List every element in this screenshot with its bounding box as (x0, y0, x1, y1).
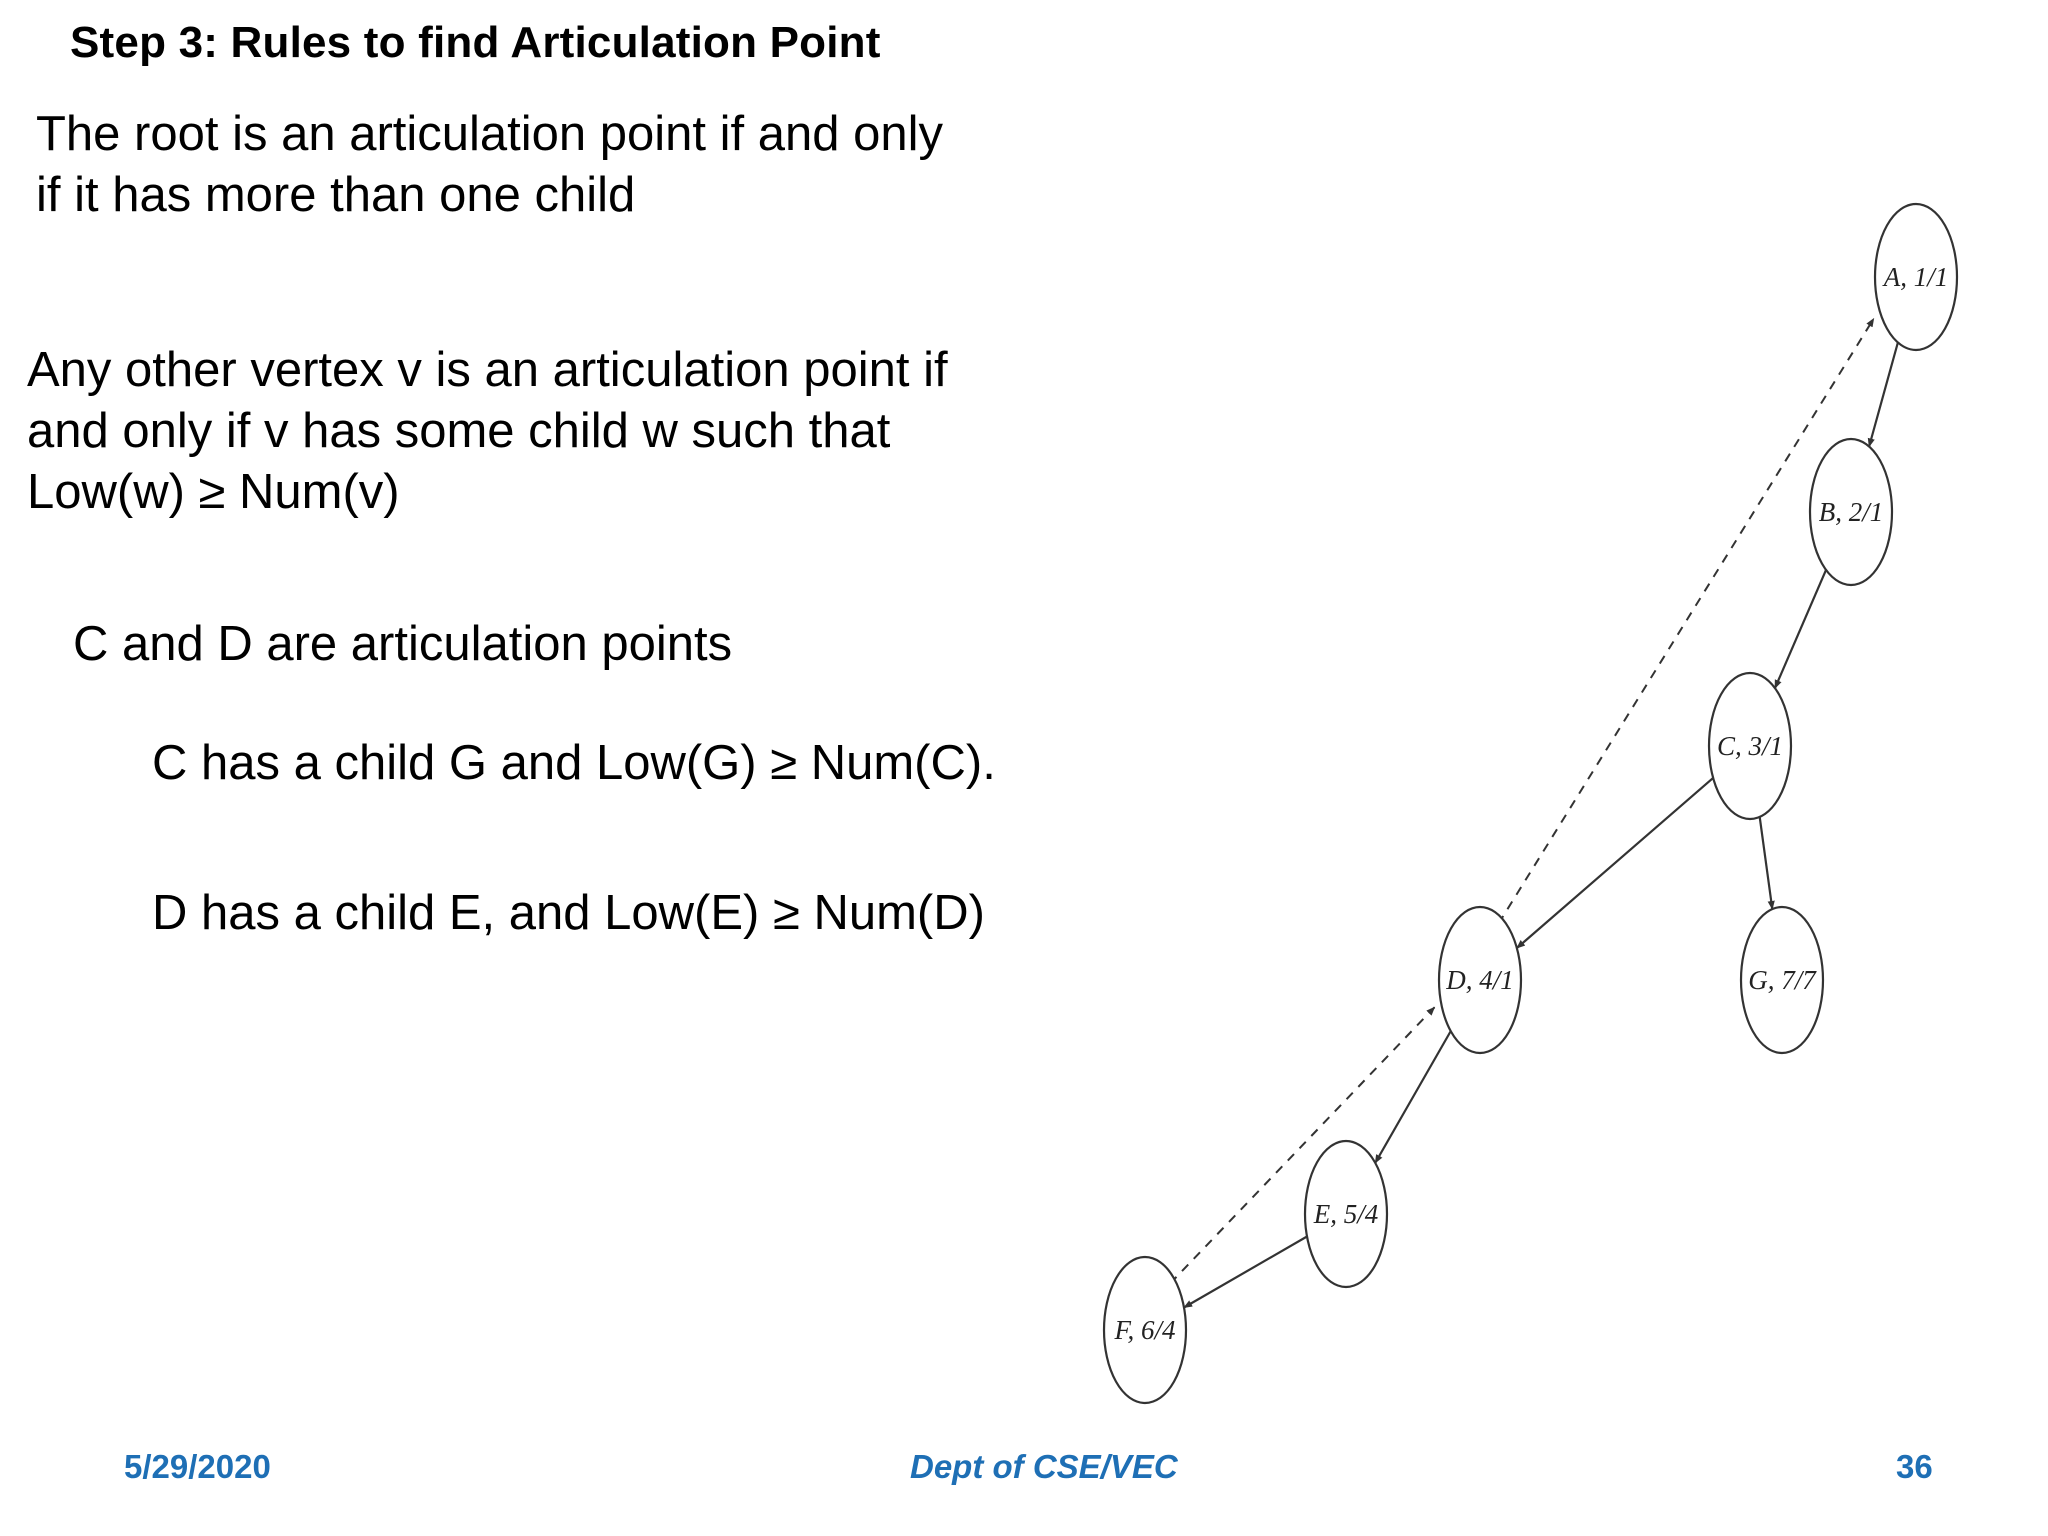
conclusion-text: C and D are articulation points (73, 617, 733, 671)
other-rule-line: Any other vertex v is an articulation point if (27, 343, 948, 397)
tree-edge-b-c (1775, 570, 1826, 688)
footer-department: Dept of CSE/VEC (910, 1448, 1178, 1485)
graph-node-c (1709, 673, 1791, 819)
node-label: G, 7/7 (1748, 965, 1816, 995)
root-rule-line: if it has more than one child (36, 168, 636, 222)
graph-node-g (1741, 907, 1823, 1053)
tree-edge-e-f (1184, 1237, 1307, 1308)
other-rule-line: and only if v has some child w such that (27, 404, 891, 458)
node-label: F, 6/4 (1114, 1315, 1176, 1345)
tree-edge-c-d (1517, 778, 1713, 948)
node-label: B, 2/1 (1818, 497, 1884, 527)
back-edge-d-a (1498, 319, 1873, 924)
node-label: D, 4/1 (1446, 965, 1514, 995)
node-label: C, 3/1 (1716, 731, 1784, 761)
other-rule-line: Low(w) ≥ Num(v) (27, 465, 400, 519)
footer-page-number: 36 (1896, 1448, 1933, 1485)
reason-d-text: D has a child E, and Low(E) ≥ Num(D) (152, 886, 985, 940)
node-label: A, 1/1 (1883, 262, 1949, 292)
tree-edge-a-b (1869, 342, 1898, 446)
tree-edge-d-e (1375, 1031, 1450, 1163)
reason-c-text: C has a child G and Low(G) ≥ Num(C). (152, 736, 996, 790)
slide-title: Step 3: Rules to find Articulation Point (70, 18, 881, 67)
footer-date: 5/29/2020 (124, 1448, 271, 1485)
graph-node-f (1104, 1257, 1186, 1403)
graph-node-d (1439, 907, 1521, 1053)
tree-edge-c-g (1760, 817, 1773, 909)
graph-node-e (1305, 1141, 1387, 1287)
node-label: E, 5/4 (1313, 1199, 1379, 1229)
graph-node-b (1810, 439, 1892, 585)
graph-node-a (1875, 204, 1957, 350)
root-rule-line: The root is an articulation point if and only (36, 107, 944, 161)
back-edge-f-d (1170, 1007, 1434, 1283)
